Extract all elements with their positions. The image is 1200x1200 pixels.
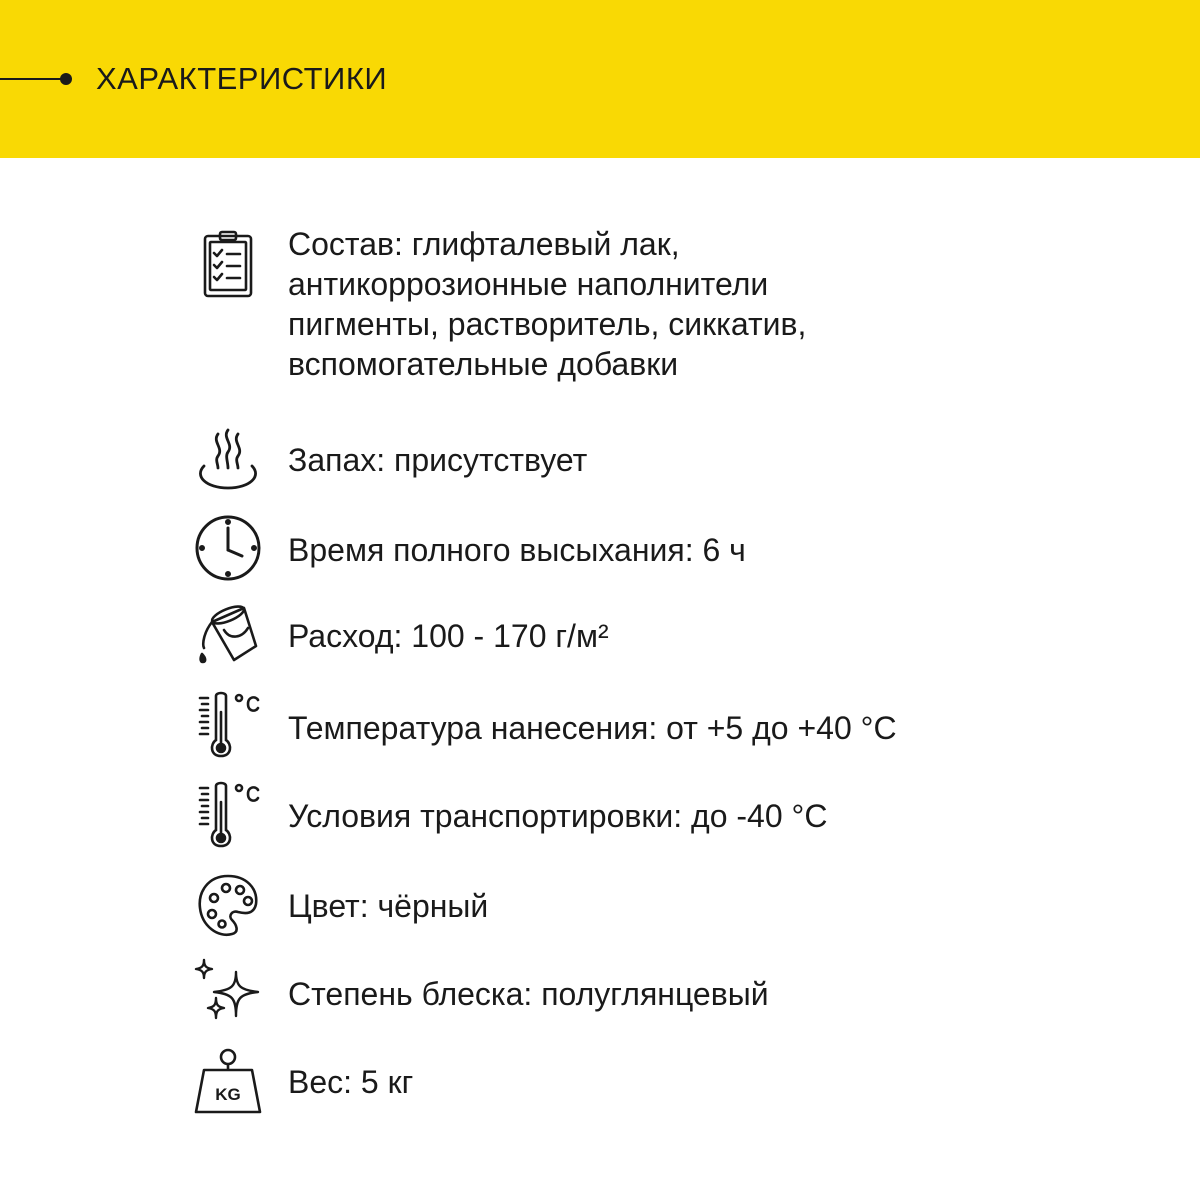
spec-text: Расход: 100 - 170 г/м² (288, 618, 609, 654)
header-banner (0, 0, 1200, 158)
spec-item-consumption (190, 598, 1150, 678)
spec-item-weight (190, 1044, 1150, 1124)
paint-bucket-pour-icon (190, 598, 266, 674)
spec-item-transport-conditions (190, 778, 1150, 858)
thermometer-celsius-icon (190, 778, 266, 854)
kg-weight-icon (190, 1044, 266, 1120)
spec-item-drying-time (190, 510, 1150, 590)
spec-text: Вес: 5 кг (288, 1064, 414, 1100)
spec-text: Цвет: чёрный (288, 888, 489, 924)
clock-icon (190, 510, 266, 586)
page-title: ХАРАКТЕРИСТИКИ (96, 61, 388, 96)
spec-line: вспомогательные добавки (288, 346, 679, 382)
spec-item-smell (190, 422, 1150, 502)
spec-item-application-temperature (190, 688, 1150, 768)
spec-line: антикоррозионные наполнители (288, 266, 769, 302)
clipboard-checklist-icon (190, 228, 266, 304)
spec-line: Состав: глифталевый лак, (288, 226, 680, 262)
header-line-decoration (0, 78, 64, 80)
spec-text: Степень блеска: полуглянцевый (288, 976, 769, 1012)
spec-item-composition (190, 222, 1150, 392)
spec-line: пигменты, растворитель, сиккатив, (288, 306, 807, 342)
kg-badge-text: KG (215, 1085, 241, 1104)
thermometer-celsius-icon (190, 688, 266, 764)
sparkles-icon (190, 956, 266, 1032)
spec-text: Температура нанесения: от +5 до +40 °C (288, 710, 897, 746)
spec-item-color (190, 868, 1150, 948)
spec-text: Запах: присутствует (288, 442, 588, 478)
spec-item-gloss (190, 956, 1150, 1036)
header-dot-decoration (60, 73, 72, 85)
smell-steam-icon (190, 422, 266, 498)
spec-text: Условия транспортировки: до -40 °C (288, 798, 828, 834)
spec-text: Время полного высыхания: 6 ч (288, 532, 746, 568)
palette-icon (190, 868, 266, 944)
